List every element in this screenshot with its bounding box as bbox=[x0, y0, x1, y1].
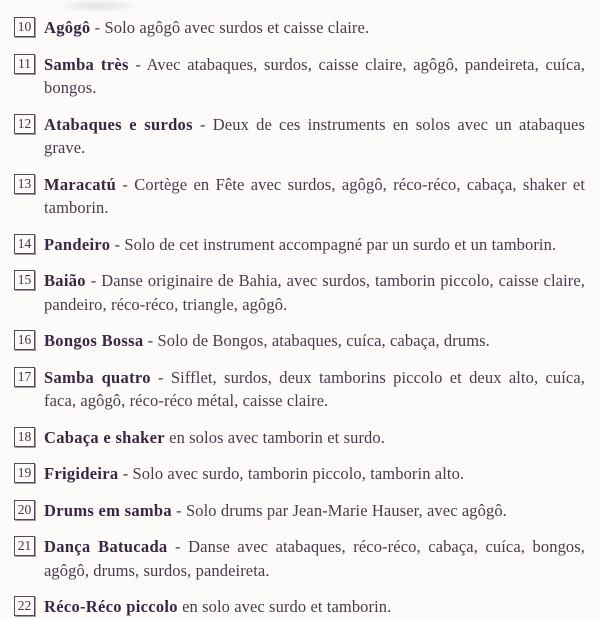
track-title: Cabaça e shaker bbox=[44, 427, 165, 447]
track-number-box bbox=[14, 367, 35, 387]
track-title: Frigideira bbox=[44, 464, 119, 483]
track-title: Bongos Bossa bbox=[44, 331, 144, 350]
track-text bbox=[44, 366, 585, 413]
track-title: Samba très bbox=[44, 54, 129, 74]
track-text bbox=[44, 462, 585, 486]
track-text bbox=[44, 269, 585, 316]
track-list-item bbox=[14, 16, 585, 40]
track-separator: - bbox=[116, 174, 135, 194]
track-number: 15 bbox=[17, 272, 32, 288]
track-number: 16 bbox=[17, 332, 32, 348]
track-separator: - bbox=[143, 331, 158, 350]
track-separator: - bbox=[150, 367, 171, 387]
track-title: Maracatú bbox=[44, 174, 117, 194]
track-list-item bbox=[14, 269, 585, 316]
track-number: 22 bbox=[17, 598, 32, 614]
track-description: Avec atabaques, surdos, caisse claire, agôgô, pandeireta, cuíca, bongos. bbox=[44, 54, 585, 97]
track-list-item bbox=[14, 535, 585, 582]
track-number: 20 bbox=[17, 501, 32, 517]
track-title: Drums em samba bbox=[44, 500, 172, 520]
track-separator: - bbox=[192, 114, 213, 134]
track-number: 13 bbox=[17, 175, 32, 191]
track-list-item bbox=[14, 329, 585, 353]
track-number: 10 bbox=[17, 19, 32, 35]
track-number-box bbox=[14, 500, 35, 520]
track-description: Sifflet, surdos, deux tamborins piccolo et deux alto, cuíca, faca, agôgô, réco-réco métal, caisse claire. bbox=[44, 367, 585, 410]
track-number-box bbox=[14, 17, 35, 37]
track-text bbox=[44, 53, 585, 100]
track-text bbox=[44, 426, 585, 450]
track-title: Pandeiro bbox=[44, 234, 111, 254]
track-list-item bbox=[14, 53, 585, 100]
track-separator: - bbox=[85, 271, 102, 290]
track-text bbox=[44, 499, 585, 523]
track-list-item bbox=[14, 173, 585, 220]
track-number: 11 bbox=[18, 55, 31, 71]
track-number-box bbox=[14, 54, 35, 74]
track-description: Solo agôgô avec surdos et caisse claire. bbox=[104, 18, 370, 37]
track-number-box bbox=[14, 536, 35, 556]
track-list bbox=[14, 16, 585, 619]
track-number-box bbox=[14, 596, 35, 616]
track-number: 14 bbox=[17, 235, 32, 251]
track-description: Solo de Bongos, atabaques, cuíca, cabaça, drums. bbox=[157, 331, 490, 350]
track-separator: - bbox=[167, 537, 189, 556]
track-text bbox=[44, 173, 585, 220]
track-list-item bbox=[14, 595, 585, 619]
track-title: Dança Batucada bbox=[44, 537, 168, 556]
track-list-item bbox=[14, 366, 585, 413]
track-description: Danse avec atabaques, réco-réco, cabaça, cuíca, bongos, agôgô, drums, surdos, pandeireta. bbox=[44, 537, 586, 580]
track-number: 12 bbox=[17, 115, 32, 131]
track-title: Atabaques e surdos bbox=[44, 114, 193, 134]
track-number-box bbox=[14, 463, 35, 483]
track-description: Solo drums par Jean-Marie Hauser, avec agôgô. bbox=[186, 500, 507, 520]
track-description: en solos avec tamborin et surdo. bbox=[169, 427, 385, 447]
track-text bbox=[44, 113, 585, 160]
track-separator: - bbox=[110, 234, 125, 254]
track-separator: - bbox=[128, 54, 147, 74]
track-title: Agôgô bbox=[44, 18, 91, 37]
track-number-box bbox=[14, 270, 35, 290]
track-title: Samba quatro bbox=[44, 367, 151, 387]
track-text bbox=[44, 595, 585, 619]
track-list-item bbox=[14, 233, 585, 257]
track-separator: - bbox=[171, 500, 186, 520]
track-description: en solo avec surdo et tamborin. bbox=[182, 597, 392, 616]
track-list-item bbox=[14, 113, 585, 160]
track-number-box bbox=[14, 427, 35, 447]
track-description: Deux de ces instruments en solos avec un atabaques grave. bbox=[44, 114, 586, 157]
track-description: Danse originaire de Bahia, avec surdos, tamborin piccolo, caisse claire, pandeiro, réco-réco, triangle, agôgô. bbox=[44, 271, 585, 314]
track-separator: - bbox=[118, 464, 133, 483]
track-number-box bbox=[14, 114, 35, 134]
track-text bbox=[44, 329, 585, 353]
track-number: 18 bbox=[17, 428, 32, 444]
track-text bbox=[44, 16, 585, 40]
track-number-box bbox=[14, 174, 35, 194]
track-number: 17 bbox=[17, 368, 32, 384]
track-title: Réco-Réco piccolo bbox=[44, 597, 178, 616]
track-number: 21 bbox=[17, 538, 32, 554]
track-list-item bbox=[14, 499, 585, 523]
track-description: Cortège en Fête avec surdos, agôgô, réco-réco, cabaça, shaker et tamborin. bbox=[44, 174, 586, 217]
track-title: Baião bbox=[44, 271, 86, 290]
track-description: Solo avec surdo, tamborin piccolo, tamborin alto. bbox=[132, 464, 465, 483]
track-number: 19 bbox=[17, 465, 32, 481]
track-list-item bbox=[14, 426, 585, 450]
track-text bbox=[44, 535, 585, 582]
track-description: Solo de cet instrument accompagné par un surdo et un tamborin. bbox=[124, 234, 557, 254]
track-number-box bbox=[14, 330, 35, 350]
track-text bbox=[44, 233, 585, 257]
track-separator: - bbox=[90, 18, 105, 37]
track-list-item bbox=[14, 462, 585, 486]
track-number-box bbox=[14, 234, 35, 254]
